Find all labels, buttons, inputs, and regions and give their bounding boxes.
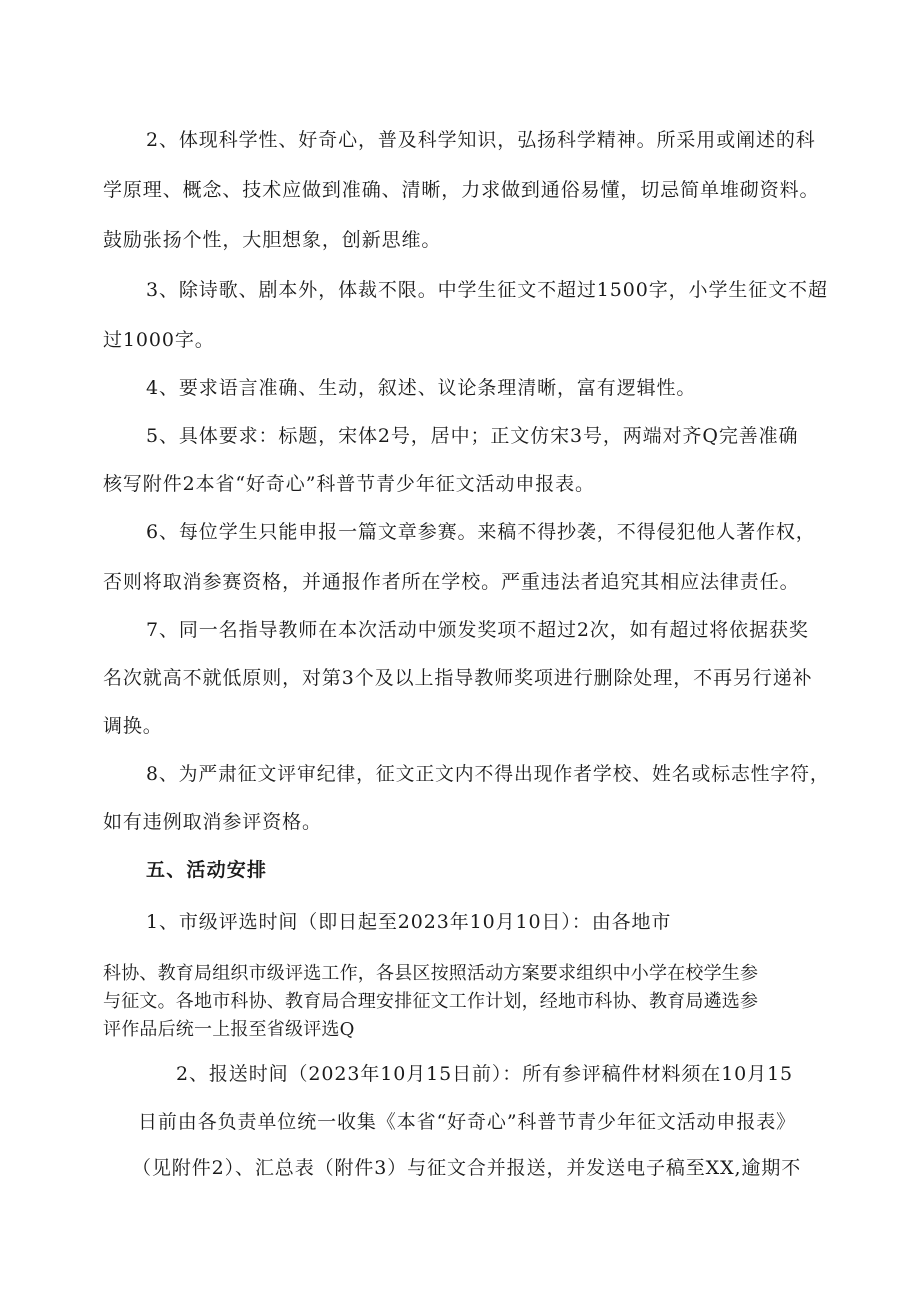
schedule-1-line-1: 1、市级评选时间（即日起至2023年10月10日）：由各地市 — [146, 911, 672, 933]
schedule-2-line-1: 2、报送时间（2023年10月15日前）：所有参评稿件材料须在10月15 — [176, 1063, 794, 1085]
para-6-line-2: 否则将取消参赛资格，并通报作者所在学校。严重违法者追究其相应法律责任。 — [103, 571, 800, 593]
para-5-line-1: 5、具体要求：标题，宋体2号，居中；正文仿宋3号，两端对齐Q完善准确 — [146, 425, 799, 447]
para-7-line-3: 调换。 — [103, 715, 163, 737]
para-8-line-2: 如有违例取消参评资格。 — [103, 811, 322, 833]
para-7-line-2: 名次就高不就低原则，对第3个及以上指导教师奖项进行删除处理，不再另行递补 — [103, 667, 813, 689]
para-2-line-3: 鼓励张扬个性，大胆想象，创新思维。 — [103, 229, 442, 251]
schedule-2-line-2: 日前由各负责单位统一收集《本省“好奇心”科普节青少年征文活动申报表》 — [138, 1111, 797, 1133]
section-heading-activity: 五、活动安排 — [146, 859, 268, 881]
schedule-1-line-2: 科协、教育局组织市级评选工作，各县区按照活动方案要求组织中小学在校学生参 — [103, 963, 759, 984]
schedule-1-line-3: 与征文。各地市科协、教育局合理安排征文工作计划，经地市科协、教育局遴选参 — [103, 991, 759, 1012]
para-8-line-1: 8、为严肃征文评审纪律，征文正文内不得出现作者学校、姓名或标志性字符， — [146, 763, 830, 785]
para-6-line-1: 6、每位学生只能申报一篇文章参赛。来稿不得抄袭，不得侵犯他人著作权， — [146, 521, 816, 543]
para-2-line-1: 2、体现科学性、好奇心，普及科学知识，弘扬科学精神。所采用或阐述的科 — [146, 129, 816, 151]
para-5-line-2: 核写附件2本省“好奇心”科普节青少年征文活动申报表。 — [103, 473, 595, 495]
para-2-line-2: 学原理、概念、技术应做到准确、清晰，力求做到通俗易懂，切忌简单堆砌资料。 — [103, 179, 820, 201]
para-4-line-1: 4、要求语言准确、生动，叙述、议论条理清晰，富有逻辑性。 — [146, 377, 697, 399]
para-7-line-1: 7、同一名指导教师在本次活动中颁发奖项不超过2次，如有超过将依据获奖 — [146, 619, 809, 641]
para-3-line-1: 3、除诗歌、剧本外，体裁不限。中学生征文不超过1500字，小学生征文不超 — [146, 279, 828, 301]
schedule-2-line-3: （见附件2）、汇总表（附件3）与征文合并报送，并发送电子稿至XX,逾期不 — [132, 1157, 802, 1179]
schedule-1-line-4: 评作品后统一上报至省级评选Q — [103, 1019, 355, 1040]
para-3-line-2: 过1000字。 — [103, 329, 215, 351]
